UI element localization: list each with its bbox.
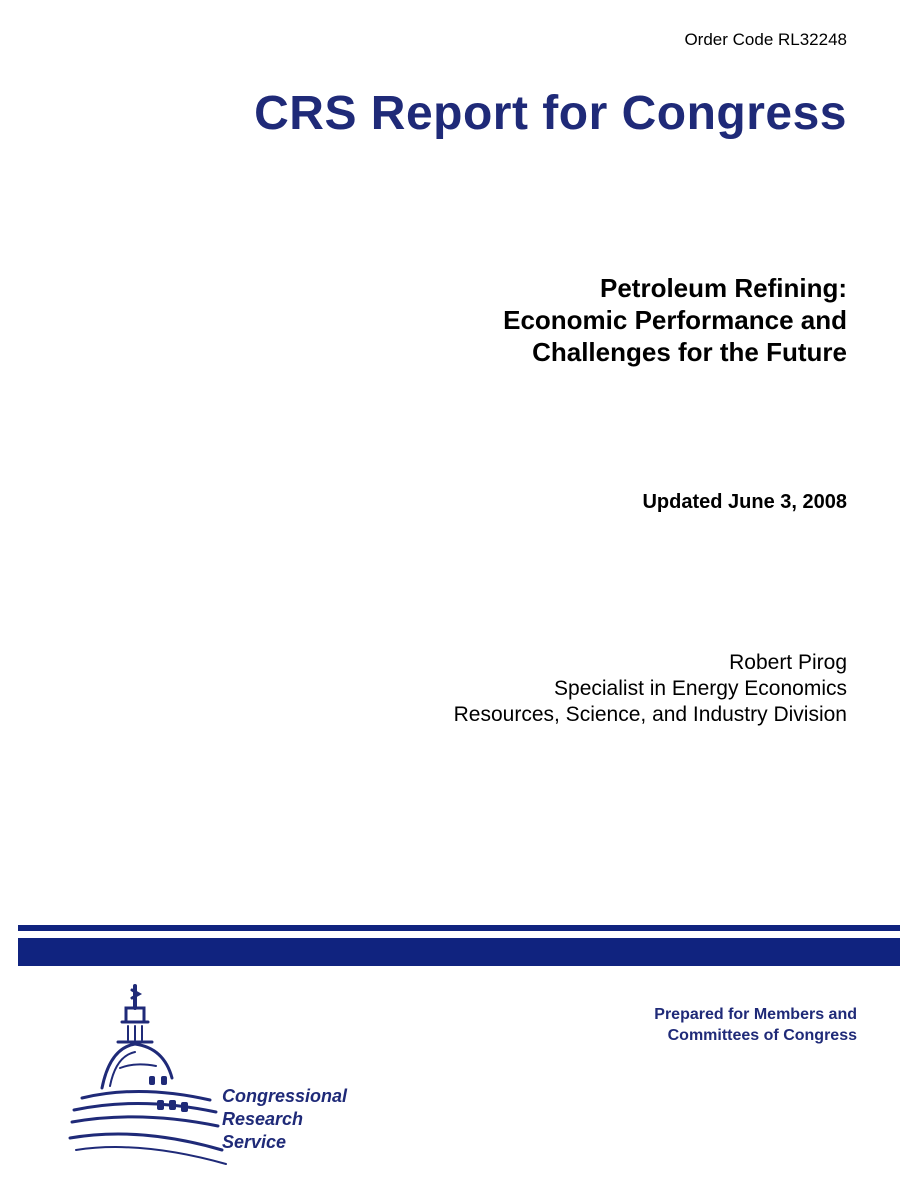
report-title — [503, 272, 847, 368]
crs-logo-text — [222, 1085, 347, 1154]
prepared-line-2: Committees of Congress — [667, 1027, 857, 1044]
logo-line-3: Service — [222, 1132, 287, 1152]
logo-line-2: Research — [222, 1109, 304, 1129]
author-division: Resources, Science, and Industry Division — [453, 703, 847, 726]
author-block — [454, 650, 847, 728]
title-line-2: Economic Performance and — [503, 305, 847, 335]
author-position: Specialist in Energy Economics — [554, 677, 847, 700]
divider-thin — [18, 925, 900, 931]
prepared-for — [654, 1004, 857, 1046]
divider-thick — [18, 938, 900, 966]
author-name: Robert Pirog — [729, 651, 847, 674]
report-banner: CRS Report for Congress — [254, 87, 847, 140]
capitol-dome-icon — [60, 978, 230, 1168]
order-code: Order Code RL32248 — [684, 30, 847, 49]
prepared-line-1: Prepared for Members and — [654, 1006, 857, 1023]
title-line-1: Petroleum Refining: — [599, 273, 847, 303]
title-line-3: Challenges for the Future — [532, 337, 847, 367]
updated-date: Updated June 3, 2008 — [642, 491, 847, 513]
logo-line-1: Congressional — [222, 1086, 348, 1106]
